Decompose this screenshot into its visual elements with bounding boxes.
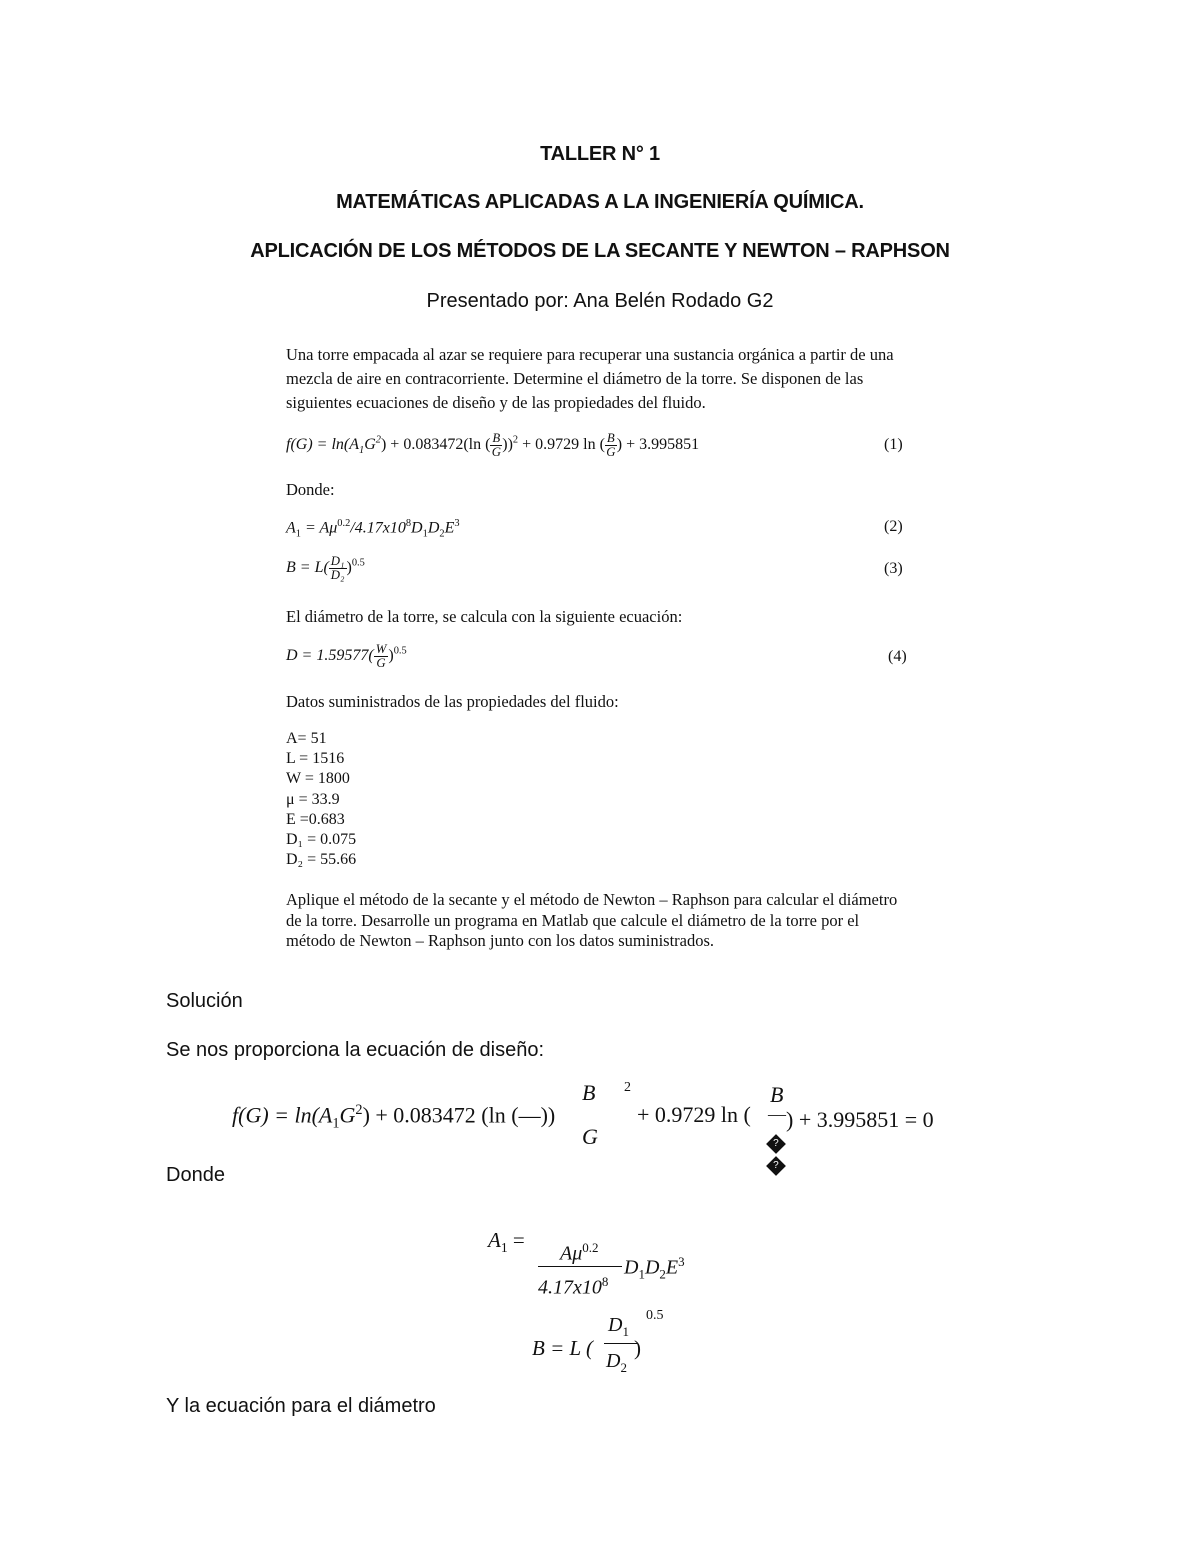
eq4-lhs: D = 1.59577( xyxy=(286,646,374,664)
a1-sub: 1 xyxy=(500,1240,508,1256)
eq1-frac-a-den: G xyxy=(491,444,501,459)
problem-intro: Una torre empacada al azar se requiere para recuperar una sustancia orgánica a partir de una mezcla de aire en contracorriente. Determine el diámetro de la torre. Se disponen de las siguientes ecuaciones de diseño y de las propiedades del fluido. xyxy=(286,345,894,412)
eq1-mid1: ) + 0.083472(ln ( xyxy=(380,435,491,453)
course-title: MATEMÁTICAS APLICADAS A LA INGENIERÍA QUÍMICA. xyxy=(336,191,864,213)
b-numerator xyxy=(608,1314,629,1340)
data-item-mu: μ = 33.9 xyxy=(286,790,340,808)
a1-denominator xyxy=(538,1274,608,1300)
equation-3 xyxy=(286,555,365,582)
b-denominator xyxy=(606,1350,627,1376)
eq2-e3: 3 xyxy=(454,518,460,529)
sol-eq-left xyxy=(232,1102,555,1133)
eq1-lhs: f(G) = ln(A xyxy=(286,435,359,453)
eq3-exp: 0.5 xyxy=(351,557,365,569)
donde-solution: Donde xyxy=(166,1164,225,1186)
eq3-rest: ) xyxy=(346,558,352,576)
eq2-d1-label: D xyxy=(411,519,423,537)
eq1-fraction-b xyxy=(605,432,617,459)
a1-rest-d: D xyxy=(624,1256,639,1279)
eq1-mid2: )) xyxy=(502,435,513,453)
eq3-lhs: B = L( xyxy=(286,558,329,576)
sol-eq-lhs: f(G) = ln(A xyxy=(232,1102,333,1128)
sol-eq-part3: )) xyxy=(540,1102,556,1128)
data-title: Datos suministrados de las propiedades del fluido: xyxy=(286,692,619,711)
eq2-exp8: 8 xyxy=(405,518,412,529)
a1-formula-lhs xyxy=(488,1228,525,1256)
eq2-d2-label: D xyxy=(427,519,440,537)
eq4-den: G xyxy=(376,655,386,670)
solution-equation xyxy=(232,1080,972,1170)
eq1-mid3: + 0.9729 ln ( xyxy=(518,435,605,453)
sol-eq-part2: ) + 0.083472 (ln ( xyxy=(362,1102,519,1128)
eq4-rest: ) xyxy=(388,646,394,664)
data-item-w: W = 1800 xyxy=(286,770,350,788)
equation-2 xyxy=(286,518,460,540)
b-nsub: 1 xyxy=(622,1324,629,1339)
a1-num: Aμ xyxy=(560,1242,583,1265)
sol-eq-sub: 1 xyxy=(332,1115,340,1132)
sol-eq-part4: + 0.9729 ln ( xyxy=(637,1102,751,1127)
eq1-frac-a-num: B xyxy=(492,431,501,445)
eq1-g: G xyxy=(364,435,376,453)
b-den: D xyxy=(606,1350,621,1372)
b-formula-lhs xyxy=(532,1336,593,1361)
sol-eq-sq: 2 xyxy=(355,1102,363,1118)
sol-eq-two: 2 xyxy=(624,1080,631,1095)
diameter-equation-intro: Y la ecuación para el diámetro xyxy=(166,1395,436,1417)
fluid-data-list xyxy=(286,729,356,870)
eq2-e: E xyxy=(444,519,455,537)
a1-rest-d2: D xyxy=(644,1256,660,1279)
sol-eq-part5: ) + 3.995851 = 0 xyxy=(786,1107,934,1132)
b-fraction-bar xyxy=(604,1343,638,1344)
b-lhs: B = L ( xyxy=(532,1336,594,1360)
eq3-den: D₂ xyxy=(330,567,345,582)
eq4-fraction xyxy=(374,643,389,670)
a1-numexp: 0.2 xyxy=(582,1240,599,1255)
a1-numerator xyxy=(560,1240,599,1266)
a1-r2: 2 xyxy=(659,1266,666,1282)
a1-rest xyxy=(624,1254,685,1283)
eq4-num: W xyxy=(375,642,387,656)
sol-eq-g1: G xyxy=(582,1124,598,1149)
equation-1 xyxy=(286,432,916,459)
eq2-d1-sub: 1 xyxy=(422,528,428,540)
eq1-exp2: 2 xyxy=(512,434,519,446)
data-item-l: L = 1516 xyxy=(286,750,345,768)
a1-den: 4.17x10 xyxy=(538,1276,602,1299)
sol-eq-dash2: — xyxy=(768,1104,786,1124)
eq1-frac-b-den: G xyxy=(606,444,616,459)
sol-eq-g: G xyxy=(339,1102,356,1128)
b-exp: 0.5 xyxy=(646,1308,664,1323)
eq2-sub: 1 xyxy=(295,528,301,540)
eq3-num: D₁ xyxy=(330,554,345,568)
a1-r3: 3 xyxy=(678,1254,685,1269)
sol-eq-dash: — xyxy=(518,1102,541,1128)
data-item-a: A= 51 xyxy=(286,730,327,747)
eq1-number: (1) xyxy=(884,436,903,453)
missing-glyph-icon-2: ? xyxy=(769,1148,783,1174)
data-item-d1: D₁ = 0.075 xyxy=(286,831,357,849)
eq1-sq: 2 xyxy=(375,434,381,446)
eq1-mid4: ) + 3.995851 xyxy=(616,435,700,453)
solution-intro: Se nos proporciona la ecuación de diseño: xyxy=(166,1039,545,1061)
eq1-frac-b-num: B xyxy=(606,431,615,445)
sol-eq-b2: B xyxy=(770,1082,784,1107)
solution-heading: Solución xyxy=(166,990,243,1012)
eq4-number: (4) xyxy=(888,648,907,665)
a1-eq: = xyxy=(507,1228,525,1252)
a1-fraction-bar xyxy=(538,1266,622,1267)
a1-denexp: 8 xyxy=(601,1274,609,1289)
eq3-number: (3) xyxy=(884,560,903,577)
missing-glyph-icon: ? xyxy=(769,1126,783,1152)
a1-lhs: A xyxy=(488,1228,501,1252)
data-item-d2: D₂ = 55.66 xyxy=(286,851,357,869)
data-item-e: E =0.683 xyxy=(286,810,345,828)
eq1-sub: 1 xyxy=(359,445,365,457)
eq2-d2-sub: 2 xyxy=(439,528,445,540)
taller-title: TALLER N° 1 xyxy=(540,143,660,165)
eq3-fraction xyxy=(329,555,347,582)
eq4-exp: 0.5 xyxy=(393,645,407,657)
task-text: Aplique el método de la secante y el método de Newton – Raphson para calcular el diámetro de la torre. Desarrolle un programa en Matlab que calcule el diámetro de la torre por el método de Newton – Raphson junto con los datos suministrados. xyxy=(286,890,898,950)
eq2-number: (2) xyxy=(884,518,903,535)
a1-r1: 1 xyxy=(638,1266,645,1282)
assignment-title: APLICACIÓN DE LOS MÉTODOS DE LA SECANTE Y NEWTON – RAPHSON xyxy=(250,240,950,262)
author-line: Presentado por: Ana Belén Rodado G2 xyxy=(426,290,774,312)
b-rest: ) xyxy=(634,1336,641,1360)
eq2-rest: /4.17x10 xyxy=(350,519,406,537)
b-dsub: 2 xyxy=(620,1360,627,1375)
diameter-text: El diámetro de la torre, se calcula con la siguiente ecuación: xyxy=(286,607,683,626)
a1-rest-e: E xyxy=(665,1256,679,1279)
eq2-exp: 0.2 xyxy=(337,518,351,529)
equation-4 xyxy=(286,643,407,670)
eq1-fraction-a xyxy=(490,432,502,459)
sol-eq-b1: B xyxy=(582,1080,596,1105)
eq2-lhs: A xyxy=(286,519,296,537)
b-num: D xyxy=(608,1314,623,1336)
donde-label: Donde: xyxy=(286,480,335,499)
eq2-mu: = Aμ xyxy=(300,519,338,537)
